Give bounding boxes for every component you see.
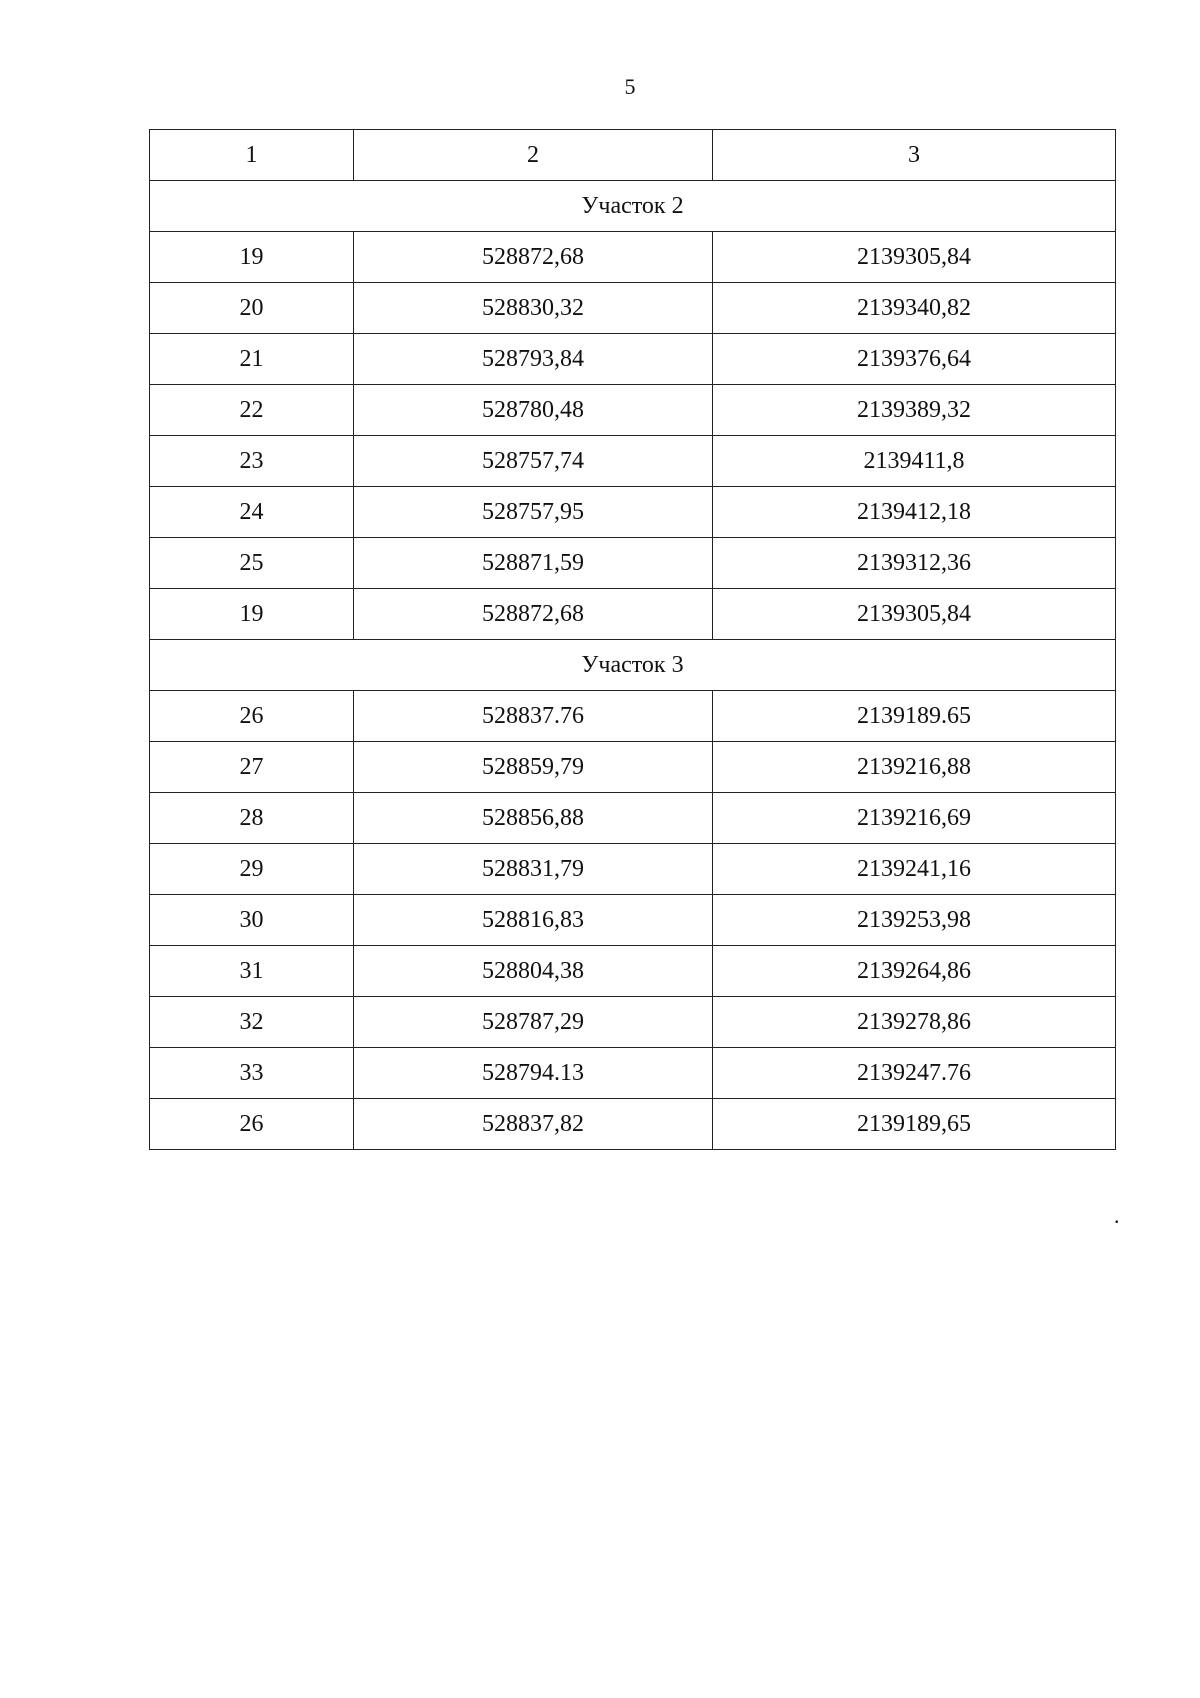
point-number-cell: 30 xyxy=(150,895,354,946)
y-coordinate-cell: 2139278,86 xyxy=(713,997,1116,1048)
point-number-cell: 33 xyxy=(150,1048,354,1099)
table-row xyxy=(150,691,1116,742)
y-coordinate-cell: 2139389,32 xyxy=(713,385,1116,436)
y-coordinate-cell: 2139241,16 xyxy=(713,844,1116,895)
y-coordinate-cell: 2139247.76 xyxy=(713,1048,1116,1099)
y-coordinate-cell: 2139216,69 xyxy=(713,793,1116,844)
table-row xyxy=(150,895,1116,946)
point-number-cell: 23 xyxy=(150,436,354,487)
x-coordinate-cell: 528793,84 xyxy=(354,334,713,385)
x-coordinate-cell: 528830,32 xyxy=(354,283,713,334)
trailing-mark: . xyxy=(1114,1203,1120,1228)
section-title-row xyxy=(150,181,1116,232)
x-coordinate-cell: 528871,59 xyxy=(354,538,713,589)
y-coordinate-cell: 2139305,84 xyxy=(713,232,1116,283)
table-row xyxy=(150,844,1116,895)
y-coordinate-cell: 2139253,98 xyxy=(713,895,1116,946)
x-coordinate-cell: 528780,48 xyxy=(354,385,713,436)
point-number-cell: 26 xyxy=(150,691,354,742)
y-coordinate-cell: 2139312,36 xyxy=(713,538,1116,589)
x-coordinate-cell: 528794.13 xyxy=(354,1048,713,1099)
table-row xyxy=(150,1099,1116,1150)
point-number-cell: 31 xyxy=(150,946,354,997)
table-row xyxy=(150,589,1116,640)
point-number-cell: 26 xyxy=(150,1099,354,1150)
table-row xyxy=(150,742,1116,793)
section-title: Участок 3 xyxy=(150,640,1116,691)
point-number-cell: 32 xyxy=(150,997,354,1048)
table-row xyxy=(150,946,1116,997)
table-row xyxy=(150,232,1116,283)
section-title-row xyxy=(150,640,1116,691)
table-row xyxy=(150,487,1116,538)
x-coordinate-cell: 528757,95 xyxy=(354,487,713,538)
y-coordinate-cell: 2139305,84 xyxy=(713,589,1116,640)
y-coordinate-cell: 2139412,18 xyxy=(713,487,1116,538)
header-cell-2: 2 xyxy=(354,130,713,181)
y-coordinate-cell: 2139189.65 xyxy=(713,691,1116,742)
page-number: 5 xyxy=(624,74,636,99)
x-coordinate-cell: 528831,79 xyxy=(354,844,713,895)
point-number-cell: 22 xyxy=(150,385,354,436)
x-coordinate-cell: 528816,83 xyxy=(354,895,713,946)
point-number-cell: 27 xyxy=(150,742,354,793)
table-row xyxy=(150,385,1116,436)
table-row xyxy=(150,1048,1116,1099)
coordinates-table xyxy=(149,129,1116,1150)
table-row xyxy=(150,997,1116,1048)
y-coordinate-cell: 2139216,88 xyxy=(713,742,1116,793)
x-coordinate-cell: 528837,82 xyxy=(354,1099,713,1150)
y-coordinate-cell: 2139264,86 xyxy=(713,946,1116,997)
point-number-cell: 21 xyxy=(150,334,354,385)
table-row xyxy=(150,793,1116,844)
y-coordinate-cell: 2139189,65 xyxy=(713,1099,1116,1150)
x-coordinate-cell: 528859,79 xyxy=(354,742,713,793)
y-coordinate-cell: 2139411,8 xyxy=(713,436,1116,487)
y-coordinate-cell: 2139376,64 xyxy=(713,334,1116,385)
point-number-cell: 29 xyxy=(150,844,354,895)
section-title: Участок 2 xyxy=(150,181,1116,232)
point-number-cell: 20 xyxy=(150,283,354,334)
table-row xyxy=(150,334,1116,385)
point-number-cell: 19 xyxy=(150,589,354,640)
point-number-cell: 28 xyxy=(150,793,354,844)
header-cell-1: 1 xyxy=(150,130,354,181)
table-row xyxy=(150,538,1116,589)
x-coordinate-cell: 528872,68 xyxy=(354,589,713,640)
table-body xyxy=(150,130,1116,1150)
x-coordinate-cell: 528804,38 xyxy=(354,946,713,997)
point-number-cell: 25 xyxy=(150,538,354,589)
header-cell-3: 3 xyxy=(713,130,1116,181)
x-coordinate-cell: 528856,88 xyxy=(354,793,713,844)
x-coordinate-cell: 528787,29 xyxy=(354,997,713,1048)
y-coordinate-cell: 2139340,82 xyxy=(713,283,1116,334)
x-coordinate-cell: 528837.76 xyxy=(354,691,713,742)
table-row xyxy=(150,283,1116,334)
x-coordinate-cell: 528872,68 xyxy=(354,232,713,283)
point-number-cell: 19 xyxy=(150,232,354,283)
table-header-row xyxy=(150,130,1116,181)
point-number-cell: 24 xyxy=(150,487,354,538)
table-row xyxy=(150,436,1116,487)
x-coordinate-cell: 528757,74 xyxy=(354,436,713,487)
